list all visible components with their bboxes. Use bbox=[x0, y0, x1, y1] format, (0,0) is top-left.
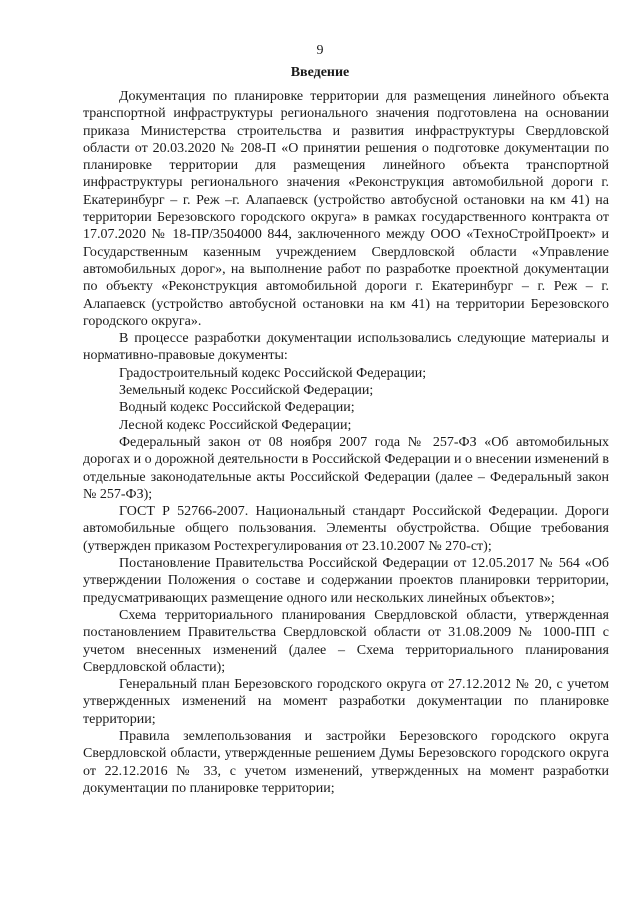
document-body bbox=[83, 88, 609, 797]
list-item-general-plan: Генеральный план Березовского городского округа от 27.12.2012 № 20, с учетом утвержденных изменений на момент разработки документации по планировке территории; bbox=[83, 677, 609, 727]
list-item-territorial-scheme: Схема территориального планирования Свердловской области, утвержденная постановлением Правительства Свердловской области от 31.08.2009 № 1000-ПП с учетом внесенных изменений (далее – Схема территориального планирования Свердловской области); bbox=[83, 607, 609, 675]
list-item-land-code: Земельный кодекс Российской Федерации; bbox=[119, 383, 374, 399]
section-heading: Введение bbox=[290, 65, 350, 80]
materials-paragraph: В процессе разработки документации использовались следующие материалы и нормативно-правовые документы: bbox=[83, 331, 609, 364]
list-item-urban-planning-code: Градостроительный кодекс Российской Федерации; bbox=[119, 365, 427, 381]
intro-paragraph: Документация по планировке территории для размещения линейного объекта транспортной инфраструктуры регионального значения подготовлена на основании приказа Министерства строительства и развития инфраструктуры Свердловской области от 20.03.2020 № 208-П «О принятии решения о подготовке документации по планировке территории для размещения линейного объекта транспортной инфраструктуры регионального значения «Реконструкция автомобильной дороги г. Екатеринбург – г. Реж –г. Алапаевск (устройство автобусной остановки на км 41) на территории Березовского городского округа» в рамках государственного контракта от 17.07.2020 № 18-ПР/3504000 844, заключенного между ООО «ТехноСтройПроект» и Государственным казенным учреждением Свердловской области «Управление автомобильных дорог», на выполнение работ по разработке проектной документации по объекту «Реконструкция автомобильной дороги г. Екатеринбург – г. Реж – г. Алапаевск (устройство автобусной остановки на км 41) на территории Березовского городского округа». bbox=[83, 89, 609, 329]
list-item-federal-law: Федеральный закон от 08 ноября 2007 года № 257-ФЗ «Об автомобильных дорогах и о дорожной деятельности в Российской Федерации и о внесении изменений в отдельные законодательные акты Российской Федерации (далее – Федеральный закон № 257-ФЗ); bbox=[83, 434, 609, 502]
page-number: 9 bbox=[316, 43, 324, 58]
list-item-forest-code: Лесной кодекс Российской Федерации; bbox=[119, 417, 352, 433]
list-item-gost: ГОСТ Р 52766-2007. Национальный стандарт Российской Федерации. Дороги автомобильные общего пользования. Элементы обустройства. Общие требования (утвержден приказом Ростехрегулирования от 23.10.2007 № 270-ст); bbox=[83, 504, 609, 554]
list-item-water-code: Водный кодекс Российской Федерации; bbox=[119, 400, 355, 416]
list-item-government-decree: Постановление Правительства Российской Федерации от 12.05.2017 № 564 «Об утверждении Положения о составе и содержании проектов планировки территории, предусматривающих размещение одного или нескольких линейных объектов»; bbox=[83, 556, 609, 606]
list-item-zoning-rules: Правила землепользования и застройки Березовского городского округа Свердловской области, утвержденные решением Думы Березовского городского округа от 22.12.2016 № 33, с учетом изменений, утвержденных на момент разработки документации по планировке территории; bbox=[83, 728, 609, 796]
